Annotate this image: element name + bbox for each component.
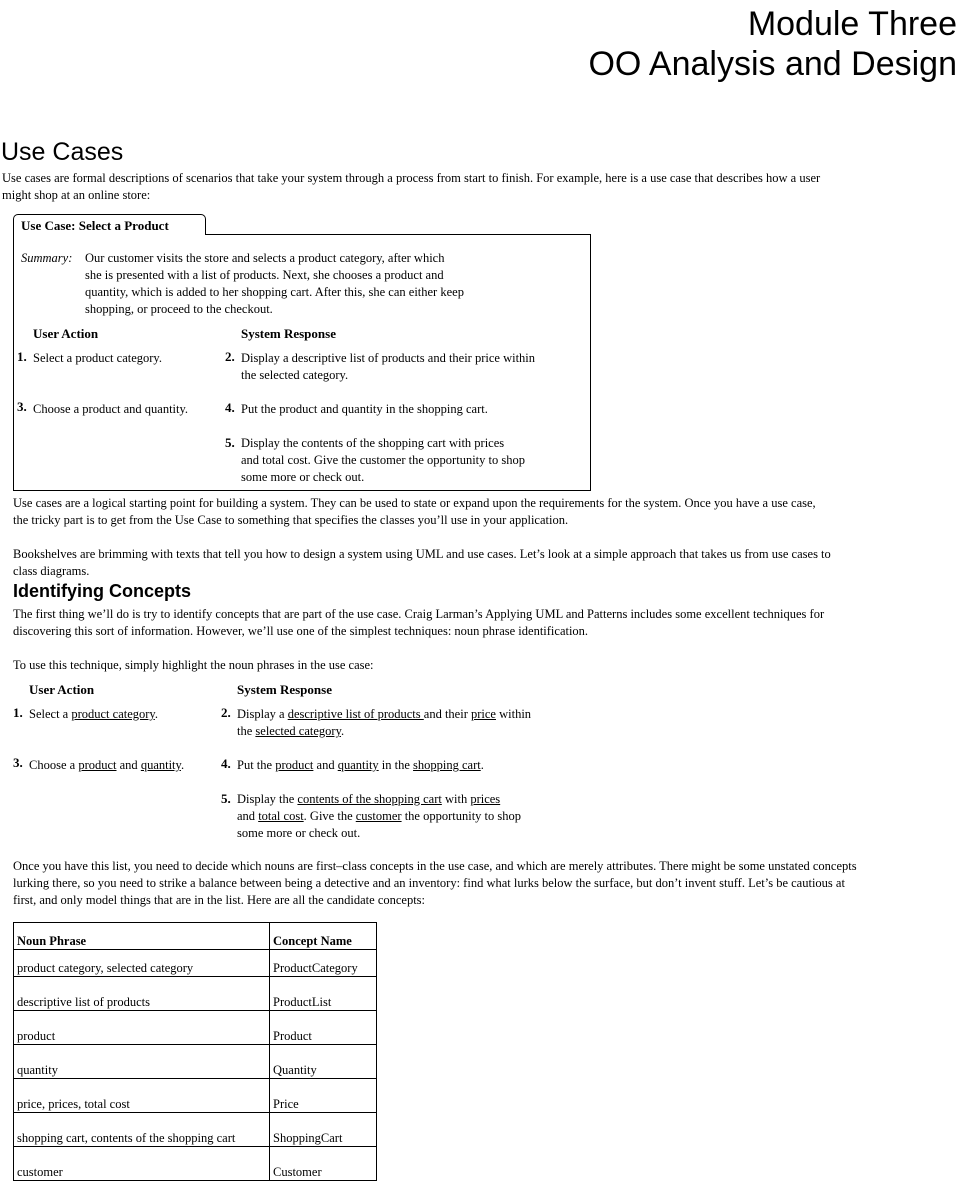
table-row	[14, 1113, 377, 1147]
user-action-header: User Action	[33, 326, 99, 341]
noun-phrase: selected category	[255, 724, 342, 738]
noun-phrase: contents of the shopping cart	[297, 792, 442, 806]
noun-phrase: shopping cart	[413, 758, 481, 772]
step-text: some more or check out.	[241, 470, 365, 484]
table-cell: Price	[270, 1079, 377, 1113]
step-number: 3.	[17, 399, 27, 414]
user-action-header: User Action	[29, 682, 95, 697]
table-cell: Quantity	[270, 1045, 377, 1079]
paragraph-line: discovering this sort of information. However, we’ll use one of the simplest techniques: noun phrase identification.	[13, 624, 589, 638]
table-cell: ShoppingCart	[270, 1113, 377, 1147]
step-number: 4.	[225, 400, 235, 415]
table-header-cell: Noun Phrase	[14, 923, 270, 950]
paragraph-line: first, and only model things that are in the list. Here are all the candidate concepts:	[13, 893, 426, 907]
candidate-concepts-table	[13, 922, 377, 1181]
highlighted-step: Select a product category.	[29, 707, 158, 721]
step-text: Put the product and quantity in the shopping cart.	[241, 402, 488, 416]
step-number: 2.	[221, 705, 231, 720]
step-text: the selected category.	[241, 368, 349, 382]
paragraph-line: lurking there, so you need to strike a balance between being a detective and an inventory: find what lurks below the surface, but don’t invent stuff. Let’s be cautious at	[13, 876, 845, 890]
system-response-header: System Response	[241, 326, 336, 341]
use-cases-heading: Use Cases	[1, 138, 124, 166]
noun-phrase: price	[471, 707, 496, 721]
highlighted-step: Choose a product and quantity.	[29, 758, 185, 772]
noun-phrase: descriptive list of products	[287, 707, 424, 721]
paragraph-line: Bookshelves are brimming with texts that tell you how to design a system using UML and use cases. Let’s look at a simple approach that takes us from use cases to	[13, 547, 831, 561]
table-cell: product category, selected category	[14, 950, 270, 977]
paragraph-line: To use this technique, simply highlight the noun phrases in the use case:	[13, 658, 374, 672]
paragraph-line: Use cases are a logical starting point for building a system. They can be used to state or expand upon the requirements for the system. Once you have a use case,	[13, 496, 816, 510]
step-text: Display the contents of the shopping cart with prices	[241, 436, 505, 450]
identifying-concepts-heading: Identifying Concepts	[13, 581, 192, 601]
summary-line: quantity, which is added to her shopping cart. After this, she can either keep	[85, 285, 464, 299]
table-cell: ProductCategory	[270, 950, 377, 977]
highlighted-step: some more or check out.	[237, 826, 361, 840]
intro-line-1: Use cases are formal descriptions of scenarios that take your system through a process from start to finish. For example, here is a use case that describes how a user	[2, 171, 821, 185]
table-cell: descriptive list of products	[14, 977, 270, 1011]
step-number: 3.	[13, 755, 23, 770]
noun-phrase: product category	[71, 707, 155, 721]
table-row	[14, 977, 377, 1011]
module-title: Module Three	[747, 5, 957, 43]
table-cell: Product	[270, 1011, 377, 1045]
summary-line: shopping, or proceed to the checkout.	[85, 302, 273, 316]
step-number: 4.	[221, 756, 231, 771]
step-text: Choose a product and quantity.	[33, 402, 189, 416]
paragraph-line: Once you have this list, you need to decide which nouns are first–class concepts in the use case, and which are merely attributes. There might be some unstated concepts	[13, 859, 857, 873]
noun-phrase: product	[78, 758, 117, 772]
step-number: 5.	[225, 435, 235, 450]
table-row	[14, 950, 377, 977]
summary-line: Our customer visits the store and selects a product category, after which	[85, 251, 445, 265]
use-case-tab	[13, 214, 206, 235]
noun-phrase: prices	[470, 792, 501, 806]
table-cell: quantity	[14, 1045, 270, 1079]
table-cell: product	[14, 1011, 270, 1045]
step-text: and total cost. Give the customer the opportunity to shop	[241, 453, 525, 467]
noun-phrase: quantity	[140, 758, 181, 772]
noun-phrase: quantity	[337, 758, 379, 772]
highlighted-step: and total cost. Give the customer the opportunity to shop	[237, 809, 522, 823]
summary-line: she is presented with a list of products. Next, she chooses a product and	[85, 268, 444, 282]
paragraph-line: the tricky part is to get from the Use Case to something that specifies the classes you’ll use in your application.	[13, 513, 569, 527]
summary-label: Summary:	[21, 251, 73, 265]
table-row	[14, 1045, 377, 1079]
system-response-header: System Response	[237, 682, 332, 697]
table-cell: customer	[14, 1147, 270, 1181]
highlighted-step: Display a descriptive list of products and their price within	[237, 707, 532, 721]
noun-phrase: total cost	[258, 809, 304, 823]
table-cell: shopping cart, contents of the shopping cart	[14, 1113, 270, 1147]
table-cell: price, prices, total cost	[14, 1079, 270, 1113]
table-cell: ProductList	[270, 977, 377, 1011]
highlighted-step: Put the product and quantity in the shopping cart.	[237, 758, 484, 772]
table-header-row	[14, 923, 377, 950]
step-text: Display a descriptive list of products and their price within	[241, 351, 536, 365]
highlighted-step: the selected category.	[237, 724, 345, 738]
noun-phrase: customer	[355, 809, 402, 823]
step-text: Select a product category.	[33, 351, 162, 365]
use-case-tab-label: Use Case: Select a Product	[21, 218, 169, 233]
highlighted-step: Display the contents of the shopping cart with prices	[237, 792, 501, 806]
table-header-cell: Concept Name	[270, 923, 377, 950]
module-subtitle: OO Analysis and Design	[588, 45, 957, 83]
intro-line-2: might shop at an online store:	[2, 188, 151, 202]
step-number: 1.	[13, 705, 23, 720]
table-row	[14, 1079, 377, 1113]
step-number: 5.	[221, 791, 231, 806]
step-number: 1.	[17, 349, 27, 364]
paragraph-line: The first thing we’ll do is try to identify concepts that are part of the use case. Craig Larman’s Applying UML and Patterns includes some excellent techniques for	[13, 607, 825, 621]
table-cell: Customer	[270, 1147, 377, 1181]
table-row	[14, 1011, 377, 1045]
step-number: 2.	[225, 349, 235, 364]
noun-phrase: product	[275, 758, 314, 772]
table-row	[14, 1147, 377, 1181]
paragraph-line: class diagrams.	[13, 564, 90, 578]
